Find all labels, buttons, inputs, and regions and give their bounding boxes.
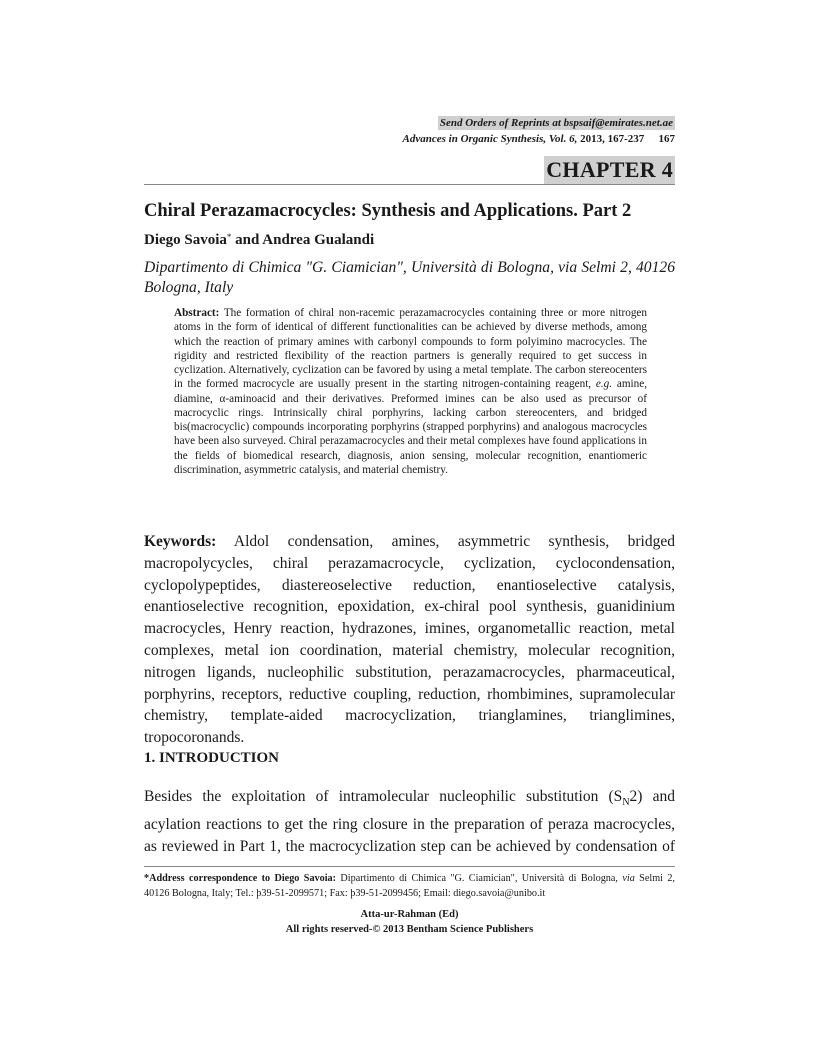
journal-title: Advances in Organic Synthesis, Vol. 6, [402,133,578,145]
editor-line: Atta-ur-Rahman (Ed) [360,909,459,920]
abstract-eg: e.g. [595,378,613,391]
abstract [174,306,647,477]
footnote-text-2: Selmi 2, 40126 Bologna, Italy; Tel.: þ39-51-2099571; Fax: þ39-51-2099456; Email: diego.savoia@unibo.it [144,873,675,899]
intro-text-2: 2) and acylation reactions to get the ring closure in the preparation of peraza macrocycles, as reviewed in Part 1, the macrocyclization step can be achieved by condensation of [144,788,675,856]
author-name: Diego Savoia [144,232,227,248]
journal-year-pages: 2013, 167-237 [580,133,645,145]
section-heading: 1. INTRODUCTION [144,750,280,766]
abstract-text-1: The formation of chiral non-racemic perazamacrocycles containing three or more nitrogen atoms in the form of identical of different functionalities can be achieved by diverse methods, among which the reaction of primary amines with carbonyl compounds to form polyimino macrocycles. The rigidity and restricted flexibility of the reaction partners is generally required to get success in cyclization. Alternatively, cyclization can be favored by using a metal template. The carbon stereocenters in the formed macrocycle are usually present in the starting nitrogen-containing reagent, [174,307,647,391]
correspondence-footnote [144,871,675,901]
keywords-label: Keywords: [144,533,217,550]
intro-text-1: Besides the exploitation of intramolecular nucleophilic substitution (S [144,788,623,805]
abstract-label: Abstract: [174,307,220,319]
abstract-text-2: amine, diamine, α-aminoacid and their derivatives. Preformed imines can be also used as precursor of macrocyclic rings. Intrinsically chiral porphyrins, lacking carbon stereocenters, and bridged bis(macrocyclic) compounds incorporating porphyrins (strapped porphyrins) and analogous macrocycles have been also surveyed. Chiral perazamacrocycles and their metal complexes have found applications in the fields of biomedical research, diagnosis, anion sensing, molecular recognition, enantiomeric discrimination, asymmetric catalysis, and material chemistry. [174,378,647,476]
page-number: 167 [658,133,675,145]
footnote-label: *Address correspondence to Diego Savoia: [144,873,337,884]
reprints-notice: Send Orders of Reprints at bspsaif@emirates.net.ae [439,117,673,129]
footnote-text-1: Dipartimento di Chimica "G. Ciamician", Università di Bologna, [336,873,623,884]
footnote-via: via [622,873,635,884]
header-rule [144,184,675,185]
paper-page [144,0,675,1056]
affiliation: Dipartimento di Chimica "G. Ciamician", Università di Bologna, via Selmi 2, 40126 Bologna, Italy [144,259,675,296]
journal-line [144,132,675,146]
keywords [144,531,675,749]
article-title: Chiral Perazamacrocycles: Synthesis and Applications. Part 2 [144,201,632,221]
corresponding-author-mark: * [226,232,232,242]
chapter-heading: CHAPTER 4 [546,157,673,182]
author-line [144,230,374,250]
publisher-credits [144,908,675,937]
introduction-paragraph [144,786,675,858]
keywords-text: Aldol condensation, amines, asymmetric synthesis, bridged macropolycycles, chiral perazamacrocycle, cyclization, cyclocondensation, cyclopolypeptides, diastereoselective reduction, enantioselective catalysis, enantioselective recognition, epoxidation, ex-chiral pool synthesis, guanidinium macrocycles, Henry reaction, hydrazones, imines, organometallic reaction, metal complexes, metal ion coordination, material chemistry, molecular recognition, nitrogen ligands, nucleophilic substitution, perazamacrocycles, pharmaceutical, porphyrins, receptors, reductive coupling, reduction, rhombimines, supramolecular chemistry, template-aided macrocyclization, trianglamines, trianglimines, tropocoronands. [144,533,675,747]
rights-line: All rights reserved-© 2013 Bentham Science Publishers [285,923,534,935]
coauthor-name: and Andrea Gualandi [231,232,375,248]
footnote-rule [144,866,675,867]
intro-subscript: N [622,797,630,809]
